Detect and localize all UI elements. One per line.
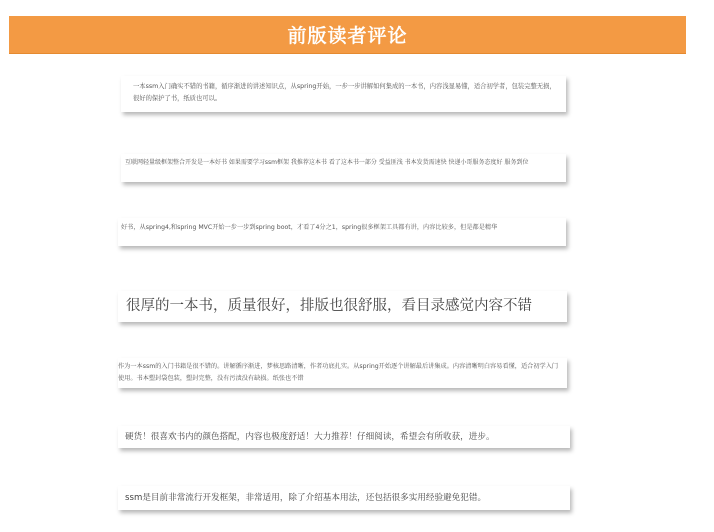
- review-text: 互联网轻量级框架整合开发是一本好书 如果需要学习ssm框架 我推荐这本书 看了这本书一部分 受益匪浅 书本发货需速快 快递小哥服务态度好 服务到位: [125, 159, 529, 166]
- review-text: 作为一本ssm的入门书籍是很不错的。讲解循序渐进，梦核思路清晰，作者功底扎实。从spring开始逐个讲解最后讲集成。内容清晰明白容易看懂，适合初学入门使用。书本塑封袋包装，塑封完整，没有污渍没有缺损。纸张也不错: [118, 363, 559, 382]
- review-card: [118, 218, 566, 246]
- review-card: [121, 76, 566, 112]
- review-text: 好书，从spring4,和spring MVC开始一步一步到spring boot，才看了4分之1，spring很多框架工具都有讲，内容比较多，但是都是精华: [121, 224, 498, 231]
- review-card: [118, 426, 570, 448]
- review-text: 很厚的一本书，质量很好，排版也很舒服，看目录感觉内容不错: [126, 298, 532, 314]
- review-card: [118, 291, 567, 322]
- review-card: [121, 154, 566, 182]
- review-text: 硬货！很喜欢书内的颜色搭配，内容也极度舒适！大力推荐！仔细阅读，希望会有所收获，进步。: [125, 432, 495, 442]
- section-title: 前版读者评论: [287, 25, 408, 47]
- section-header: [9, 16, 686, 54]
- review-card: [118, 486, 570, 510]
- review-text: 一本ssm入门确实不错的书籍，循序渐进的讲述知识点，从spring开始，一步一步讲解如何集成的一本书，内容浅显易懂，适合初学者，包装完整无损，很好的保护了书，纸质也可以。: [133, 83, 556, 102]
- review-text: ssm是目前非常流行开发框架，非常适用，除了介绍基本用法，还包括很多实用经验避免犯错。: [125, 493, 487, 503]
- review-card: [118, 358, 567, 388]
